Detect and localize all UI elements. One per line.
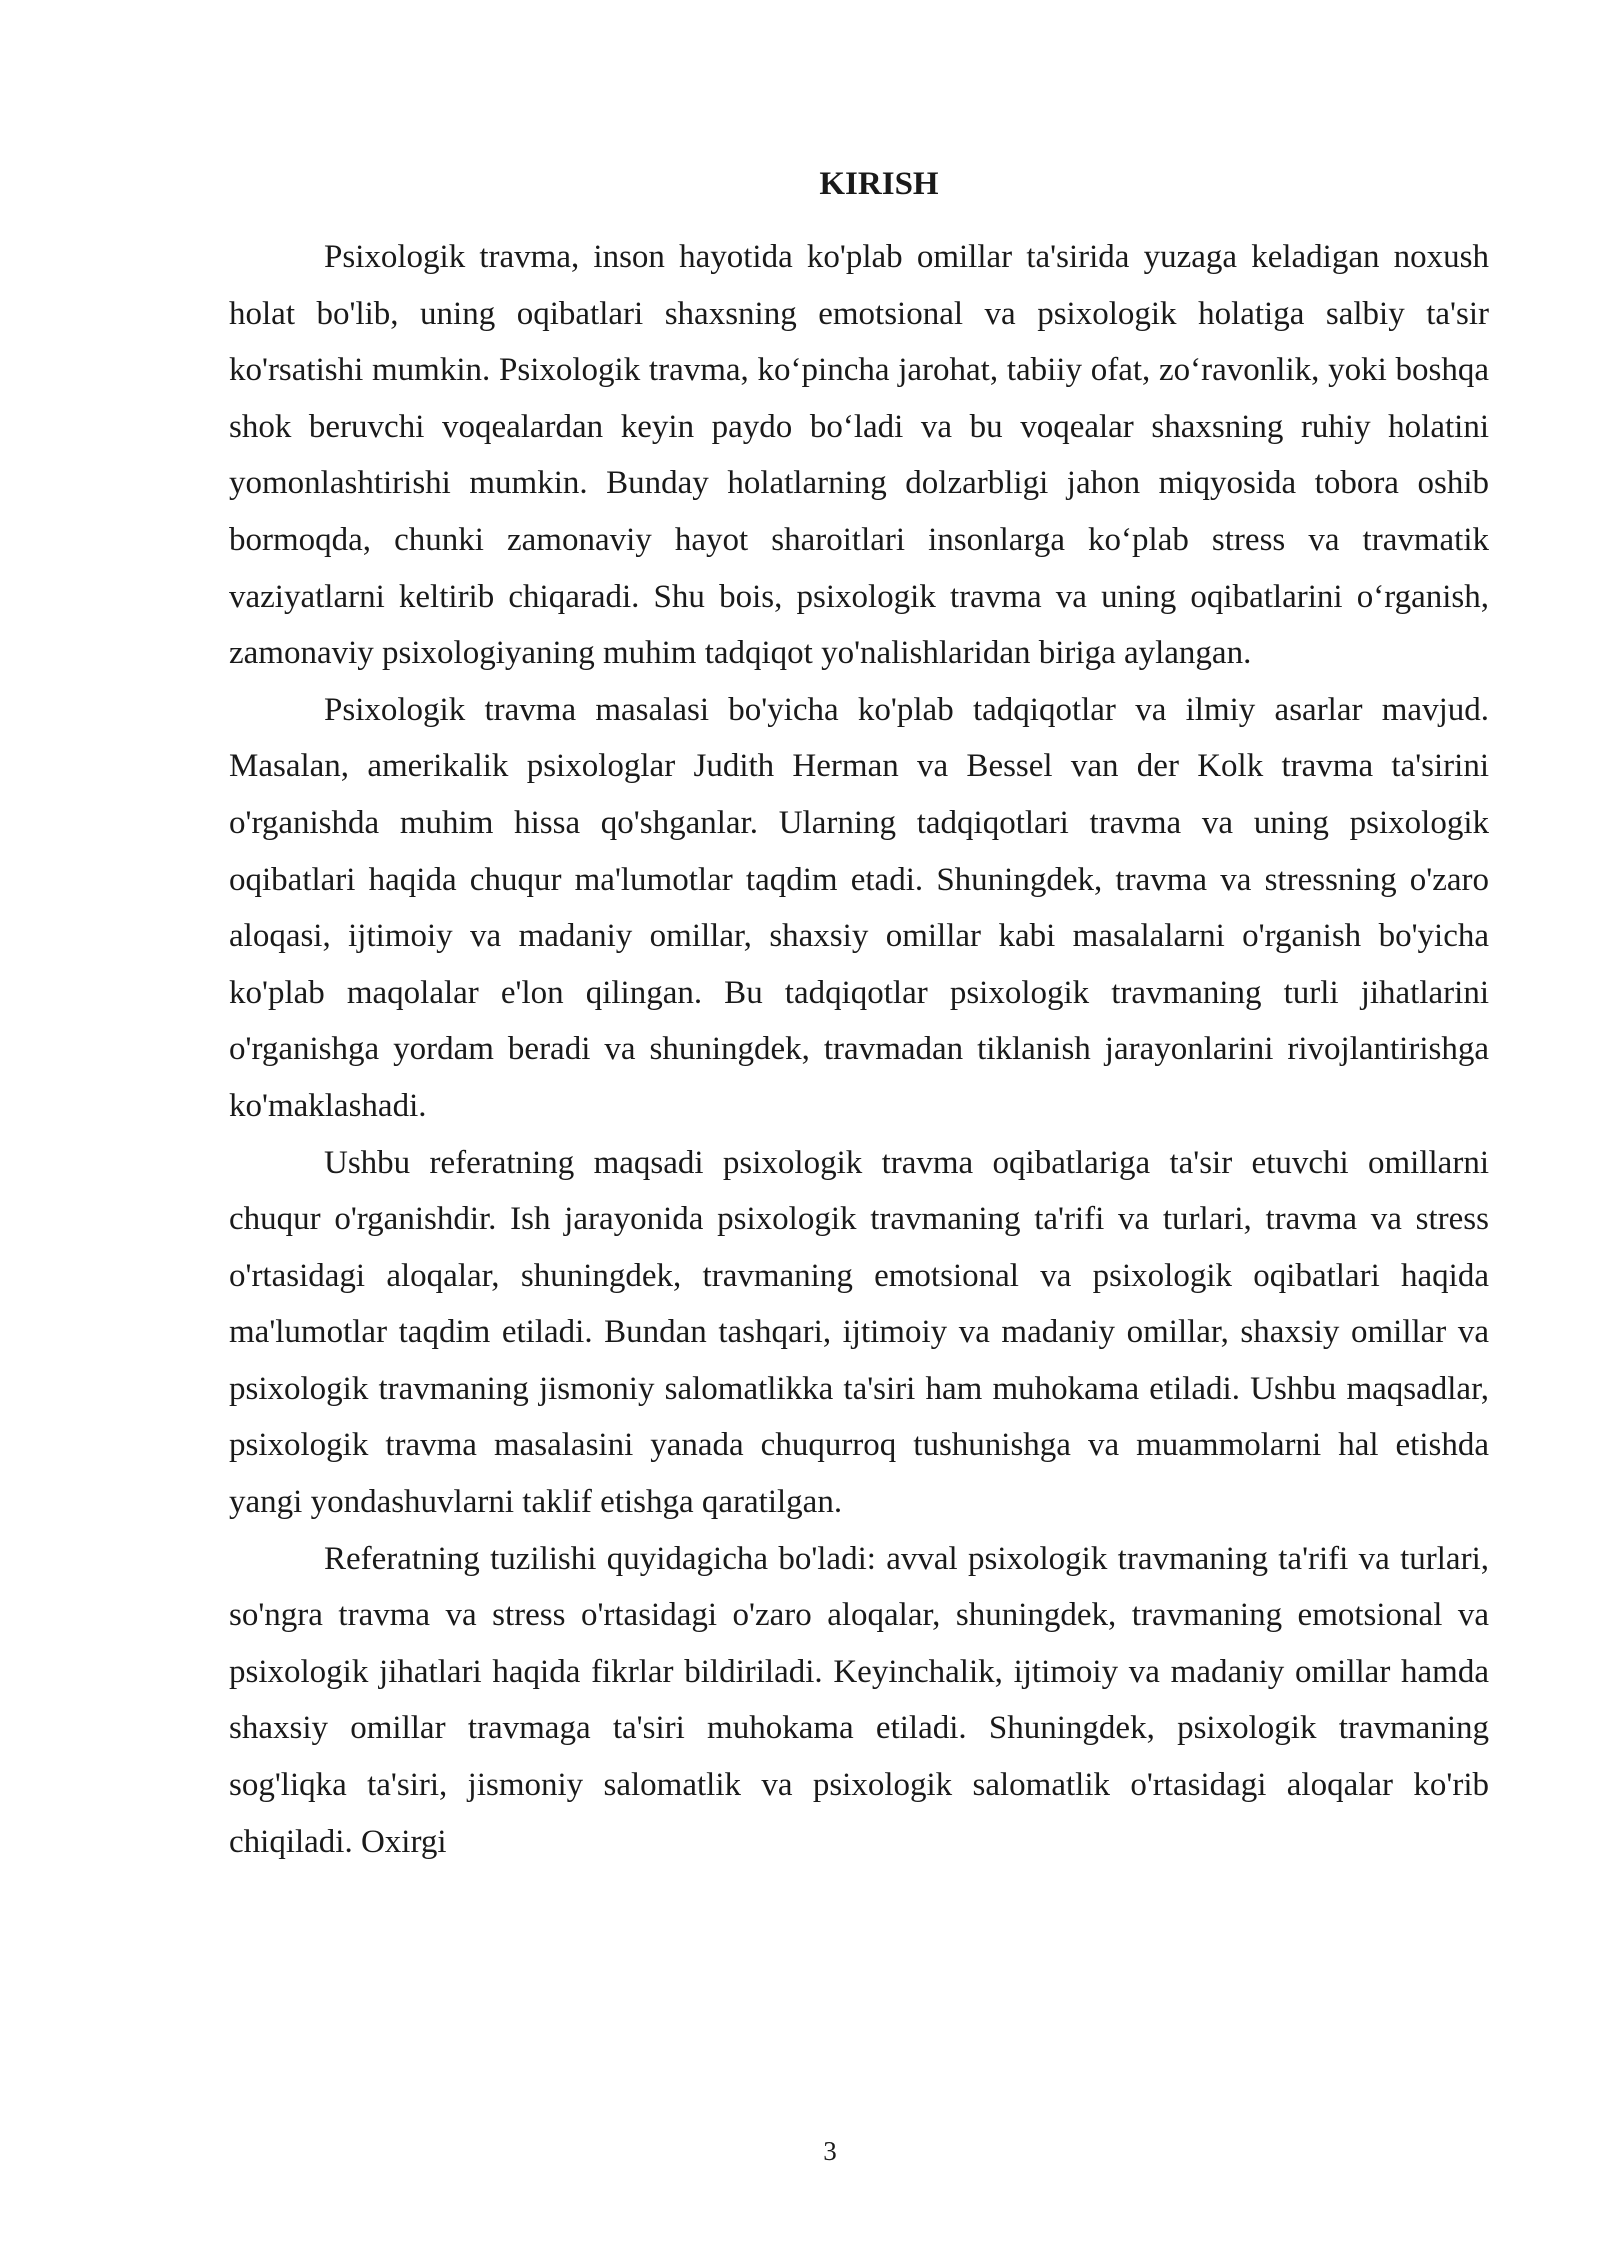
section-title: KIRISH — [819, 166, 939, 202]
paragraph-4: Referatning tuzilishi quyidagicha bo'ladi: avval psixologik travmaning ta'rifi va turlari, so'ngra travma va stress o'rtasidagi o'zaro aloqalar, shuningdek, travmaning emotsional va psixologik jihatlari haqida fikrlar bildiriladi. Keyinchalik, ijtimoiy va madaniy omillar hamda shaxsiy omillar travmaga ta'siri muhokama etiladi. Shuningdek, psixologik travmaning sog'liqka ta'siri, jismoniy salomatlik va psixologik salomatlik o'rtasidagi aloqalar ko'rib chiqiladi. Oxirgi — [229, 1540, 1489, 1860]
paragraph-3: Ushbu referatning maqsadi psixologik travma oqibatlariga ta'sir etuvchi omillarni chuqur o'rganishdir. Ish jarayonida psixologik travmaning ta'rifi va turlari, travma va stress o'rtasidagi aloqalar, shuningdek, travmaning emotsional va psixologik oqibatlari haqida ma'lumotlar taqdim etiladi. Bundan tashqari, ijtimoiy va madaniy omillar, shaxsiy omillar va psixologik travmaning jismoniy salomatlikka ta'siri ham muhokama etiladi. Ushbu maqsadlar, psixologik travma masalasini yanada chuqurroq tushunishga va muammolarni hal etishda yangi yondashuvlarni taklif etishga qaratilgan. — [229, 1144, 1489, 1521]
document-page — [229, 160, 1489, 1870]
page-number: 3 — [823, 2136, 837, 2166]
paragraph-1: Psixologik travma, inson hayotida ko'plab omillar ta'sirida yuzaga keladigan noxush holat bo'lib, uning oqibatlari shaxsning emotsional va psixologik holatiga salbiy ta'sir ko'rsatishi mumkin. Psixologik travma, ko‘pincha jarohat, tabiiy ofat, zo‘ravonlik, yoki boshqa shok beruvchi voqealardan keyin paydo bo‘ladi va bu voqealar shaxsning ruhiy holatini yomonlashtirishi mumkin. Bunday holatlarning dolzarbligi jahon miqyosida tobora oshib bormoqda, chunki zamonaviy hayot sharoitlari insonlarga ko‘plab stress va travmatik vaziyatlarni keltirib chiqaradi. Shu bois, psixologik travma va uning oqibatlarini o‘rganish, zamonaviy psixologiyaning muhim tadqiqot yo'nalishlaridan biriga aylangan. — [229, 239, 1489, 672]
paragraph-2: Psixologik travma masalasi bo'yicha ko'plab tadqiqotlar va ilmiy asarlar mavjud. Masalan, amerikalik psixologlar Judith Herman va Bessel van der Kolk travma ta'sirini o'rganishda muhim hissa qo'shganlar. Ularning tadqiqotlari travma va uning psixologik oqibatlari haqida chuqur ma'lumotlar taqdim etadi. Shuningdek, travma va stressning o'zaro aloqasi, ijtimoiy va madaniy omillar, shaxsiy omillar kabi masalalarni o'rganish bo'yicha ko'plab maqolalar e'lon qilingan. Bu tadqiqotlar psixologik travmaning turli jihatlarini o'rganishga yordam beradi va shuningdek, travmadan tiklanish jarayonlarini rivojlantirishga ko'maklashadi. — [229, 691, 1489, 1124]
